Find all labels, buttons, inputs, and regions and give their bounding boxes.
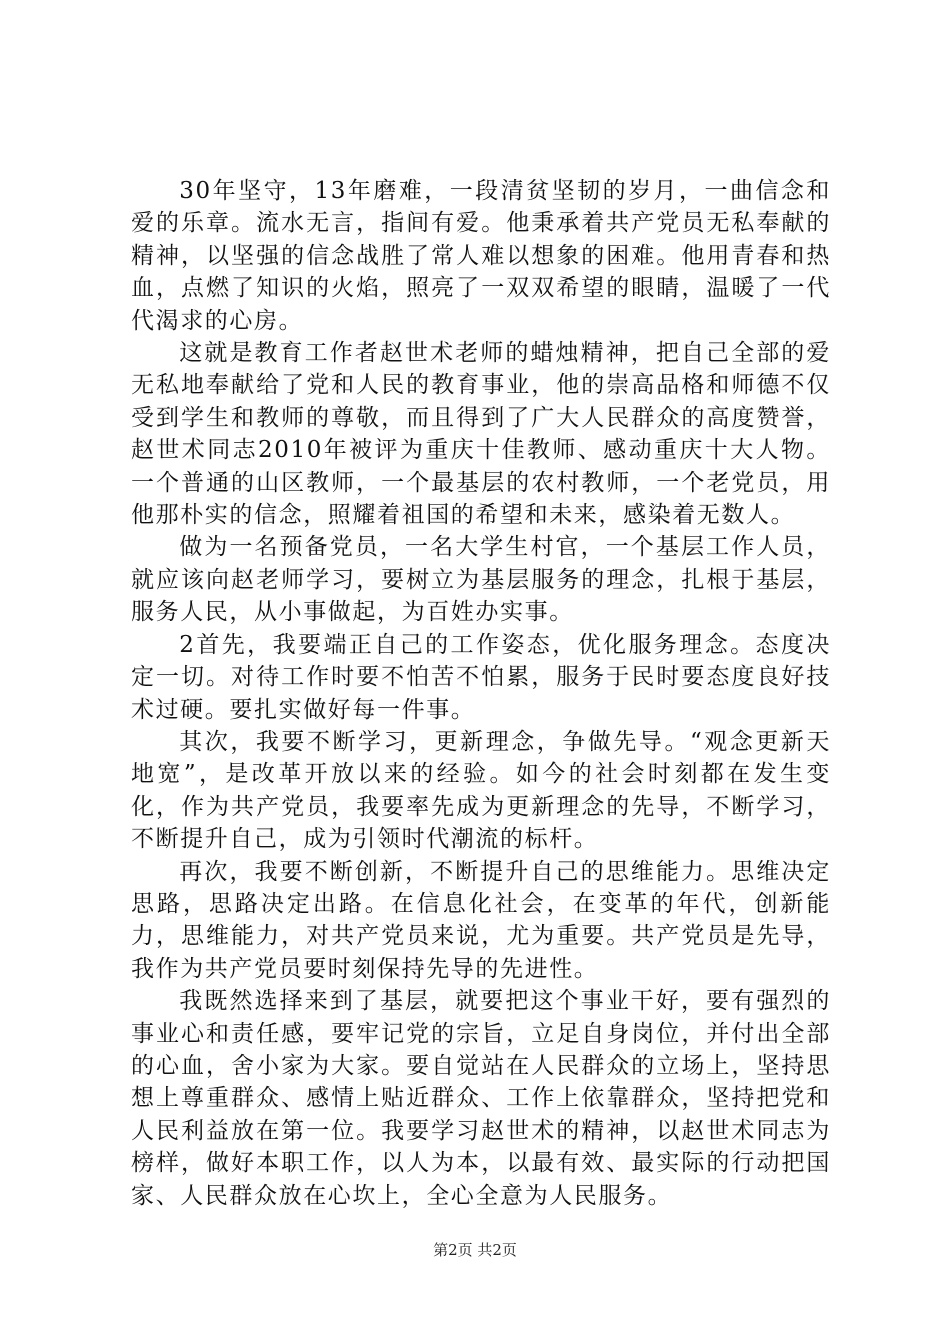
paragraph: 再次，我要不断创新，不断提升自己的思维能力。思维决定思路，思路决定出路。在信息化社会，在变革的年代，创新能力，思维能力，对共产党员来说，尤为重要。共产党员是先导，我作为共产党员要时刻保持先导的先进性。 xyxy=(131,858,831,982)
document-body xyxy=(131,175,831,1212)
paragraph: 做为一名预备党员，一名大学生村官，一个基层工作人员，就应该向赵老师学习，要树立为基层服务的理念，扎根于基层，服务人民，从小事做起，为百姓办实事。 xyxy=(131,534,831,626)
paragraph: 30年坚守，13年磨难，一段清贫坚韧的岁月，一曲信念和爱的乐章。流水无言，指间有爱。他秉承着共产党员无私奉献的精神，以坚强的信念战胜了常人难以想象的困难。他用青春和热血，点燃了知识的火焰，照亮了一双双希望的眼睛，温暖了一代代渴求的心房。 xyxy=(131,178,831,334)
page-number-footer: 第2页 共2页 xyxy=(433,1241,517,1259)
paragraph: 我既然选择来到了基层，就要把这个事业干好，要有强烈的事业心和责任感，要牢记党的宗旨，立足自身岗位，并付出全部的心血，舍小家为大家。要自觉站在人民群众的立场上，坚持思想上尊重群众、感情上贴近群众、工作上依靠群众，坚持把党和人民利益放在第一位。我要学习赵世术的精神，以赵世术同志为榜样，做好本职工作，以人为本，以最有效、最实际的行动把国家、人民群众放在心坎上，全心全意为人民服务。 xyxy=(131,988,831,1209)
paragraph: 其次，我要不断学习，更新理念，争做先导。“观念更新天地宽”，是改革开放以来的经验。如今的社会时刻都在发生变化，作为共产党员，我要率先成为更新理念的先导，不断学习，不断提升自己，成为引领时代潮流的标杆。 xyxy=(131,728,831,853)
paragraph: 这就是教育工作者赵世术老师的蜡烛精神，把自己全部的爱无私地奉献给了党和人民的教育事业，他的崇高品格和师德不仅受到学生和教师的尊敬，而且得到了广大人民群众的高度赞誉，赵世术同志2010年被评为重庆十佳教师、感动重庆十大人物。一个普通的山区教师，一个最基层的农村教师，一个老党员，用他那朴实的信念，照耀着祖国的希望和未来，感染着无数人。 xyxy=(131,340,831,529)
paragraph: 2首先，我要端正自己的工作姿态，优化服务理念。态度决定一切。对待工作时要不怕苦不怕累，服务于民时要态度良好技术过硬。要扎实做好每一件事。 xyxy=(131,631,831,723)
